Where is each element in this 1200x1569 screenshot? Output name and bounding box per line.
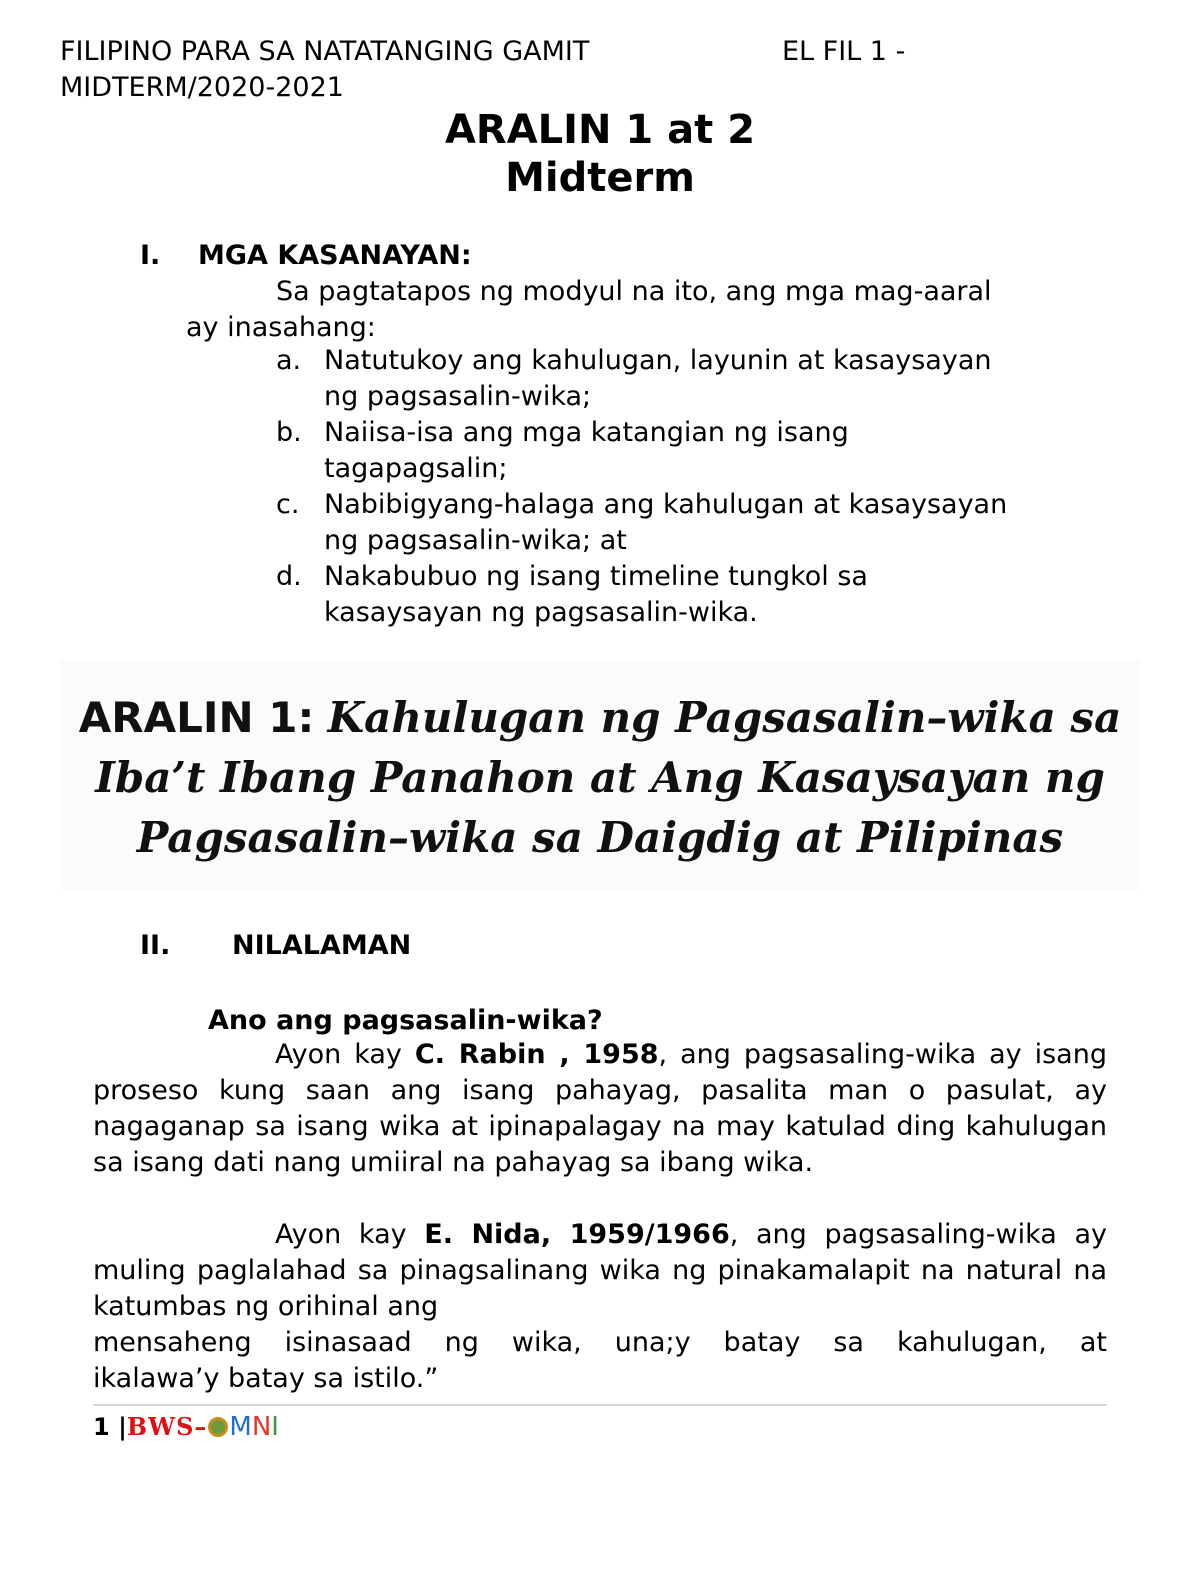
footer-brand-n: N <box>251 1412 272 1442</box>
objective-text-line-2: ng pagsasalin-wika; <box>324 381 592 412</box>
footer-brand-i: I <box>271 1412 279 1442</box>
objective-letter: c. <box>276 489 300 520</box>
objective-text-line-2: ng pagsasalin-wika; at <box>324 525 627 556</box>
footer-brand-bws: BWS– <box>126 1412 208 1441</box>
banner-label: ARALIN 1: <box>78 693 315 742</box>
paragraph-body: , ang pagsasaling-wika ay muling paglalahad sa pinagsalinang wika ng pinakamalapit na natural na katumbas ng orihinal ang <box>93 1219 1107 1322</box>
paragraph-nida <box>93 1217 1107 1325</box>
paragraph-body: , ang pagsasaling-wika ay isang proseso kung saan ang isang pahayag, pasalita man o pasulat, ay nagaganap sa isang wika at ipinapalagay na may katulad ding kahulugan sa isang dati nang umiiral na pahayag sa ibang wika. <box>93 1039 1107 1178</box>
lesson-banner <box>0 688 1200 868</box>
banner-line-1 <box>0 688 1200 748</box>
objective-item <box>276 415 1116 487</box>
objective-text-line-1: Natutukoy ang kahulugan, layunin at kasaysayan <box>324 345 992 376</box>
page-number: 1 <box>93 1413 110 1441</box>
paragraph-rabin <box>93 1037 1107 1181</box>
objective-letter: a. <box>276 345 302 376</box>
objective-text-line-1: Naiisa-isa ang mga katangian ng isang <box>324 417 849 448</box>
page-header <box>60 34 1120 106</box>
paragraph-lead: Ayon kay <box>275 1039 415 1070</box>
header-course-title: FILIPINO PARA SA NATATANGING GAMIT <box>60 36 590 67</box>
banner-title-line-3: Pagsasalin–wika sa Daigdig at Pilipinas <box>136 813 1064 862</box>
footer-brand-m: M <box>229 1412 252 1442</box>
objective-text-line-1: Nabibigyang-halaga ang kahulugan at kasaysayan <box>324 489 1008 520</box>
footer-divider <box>93 1404 1107 1406</box>
author-citation: C. Rabin , 1958 <box>414 1039 659 1070</box>
header-course-code: EL FIL 1 - <box>782 36 906 67</box>
section-1-title: MGA KASANAYAN: <box>198 240 472 271</box>
objective-text-line-2: tagapagsalin; <box>324 453 508 484</box>
section-2-number: II. <box>140 930 171 961</box>
author-citation: E. Nida, 1959/1966 <box>424 1219 730 1250</box>
banner-title-line-2: Iba’t Ibang Panahon at Ang Kasaysayan ng <box>95 753 1105 802</box>
objective-text-line-2: kasaysayan ng pagsasalin-wika. <box>324 597 758 628</box>
omni-logo-icon <box>208 1417 228 1437</box>
footer-separator: | <box>118 1413 127 1441</box>
title-line-2: Midterm <box>505 155 695 201</box>
header-term: MIDTERM/2020-2021 <box>60 72 344 103</box>
paragraph-nida-last-line: ikalawa’y batay sa istilo.” <box>93 1363 439 1394</box>
objective-text-line-1: Nakabubuo ng isang timeline tungkol sa <box>324 561 868 592</box>
section-2-title: NILALAMAN <box>232 930 412 961</box>
objective-letter: d. <box>276 561 302 592</box>
objective-item <box>276 559 1116 631</box>
page-title <box>0 106 1200 202</box>
objectives-intro-line-2: ay inasahang: <box>186 312 376 343</box>
page-footer <box>93 1412 279 1442</box>
objectives-intro-line-1: Sa pagtatapos ng modyul na ito, ang mga mag-aaral <box>276 276 992 307</box>
content-question: Ano ang pagsasalin-wika? <box>208 1005 603 1036</box>
paragraph-lead: Ayon kay <box>275 1219 425 1250</box>
objective-letter: b. <box>276 417 302 448</box>
objective-item <box>276 487 1116 559</box>
objective-item <box>276 343 1116 415</box>
banner-title-line-1: Kahulugan ng Pagsasalin–wika sa <box>327 693 1122 742</box>
paragraph-nida-continued: mensaheng isinasaad ng wika, una;y batay sa kahulugan, at <box>93 1327 1107 1358</box>
section-1-number: I. <box>140 240 161 271</box>
title-line-1: ARALIN 1 at 2 <box>444 107 756 153</box>
